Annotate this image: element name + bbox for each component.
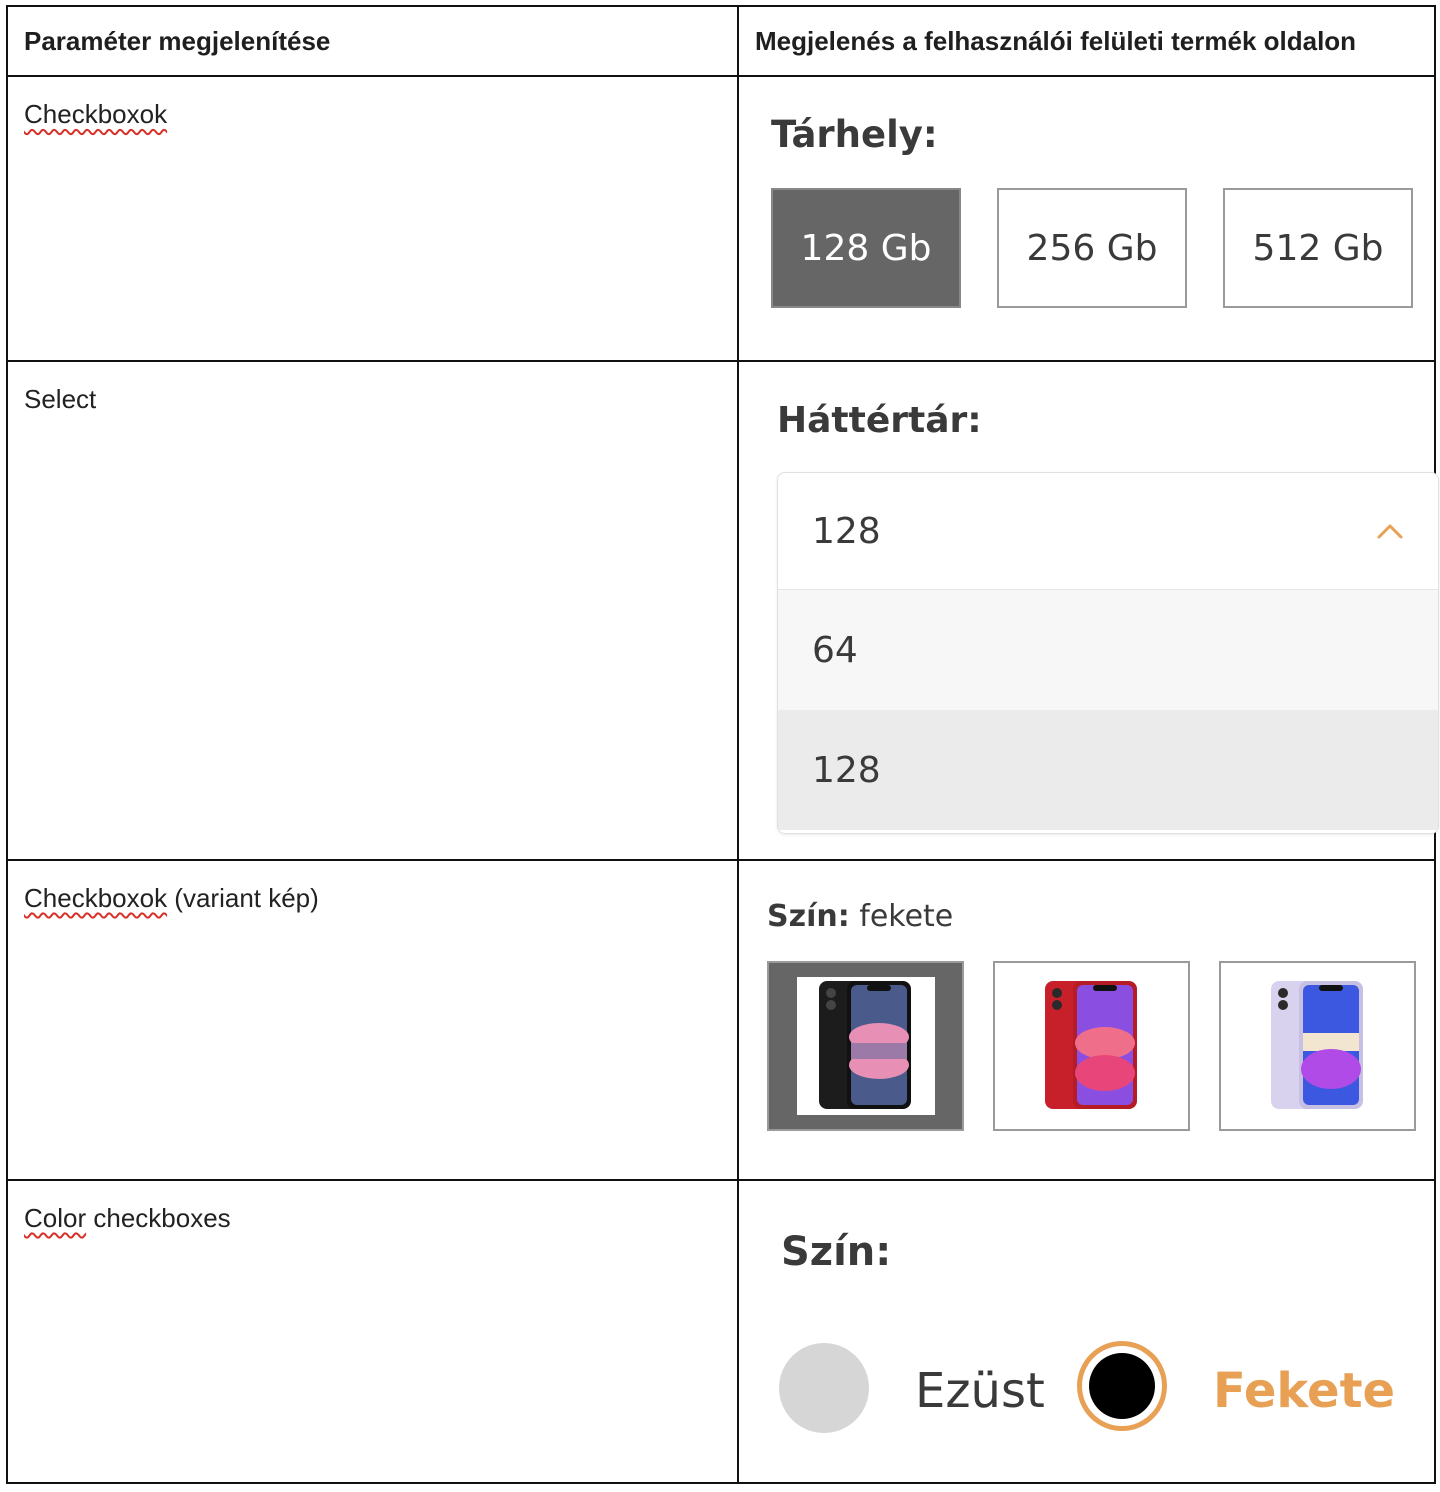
storage-select-dropdown[interactable] — [777, 472, 1439, 834]
storage-title: Tárhely: — [771, 113, 938, 157]
row-variant-preview-cell — [738, 860, 1435, 1180]
variant-option-red[interactable] — [993, 961, 1190, 1131]
color-swatch-black-selected[interactable] — [1077, 1341, 1167, 1431]
variant-title — [767, 899, 953, 934]
chevron-up-icon — [1376, 522, 1404, 540]
color-label-black[interactable]: Fekete — [1213, 1362, 1396, 1419]
color-label-silver[interactable]: Ezüst — [915, 1362, 1045, 1419]
row-label-suffix: (variant kép) — [167, 882, 319, 913]
row-select-preview-cell — [738, 361, 1435, 859]
row-label: Checkboxok — [24, 882, 168, 913]
variant-label: Szín: — [767, 898, 850, 934]
row-variant-label-cell — [7, 860, 738, 1180]
row-label: Color — [24, 1202, 87, 1233]
variant-value: fekete — [849, 898, 954, 934]
storage-option-512[interactable]: 512 Gb — [1223, 188, 1413, 308]
row-label: Select — [24, 384, 97, 415]
select-option-64[interactable]: 64 — [778, 590, 1438, 710]
color-title: Szín: — [781, 1228, 892, 1275]
red-iphone-image — [1023, 977, 1161, 1115]
select-current-text: 128 — [812, 510, 881, 552]
select-option-128[interactable]: 128 — [778, 710, 1438, 830]
variant-option-purple[interactable] — [1219, 961, 1416, 1131]
storage-option-128[interactable]: 128 Gb — [771, 188, 961, 308]
select-current-value[interactable] — [778, 473, 1438, 590]
header-frontend-appearance: Megjelenés a felhasználói felületi termék oldalon — [738, 6, 1435, 76]
variant-option-black[interactable] — [767, 961, 964, 1131]
row-color-preview-cell — [738, 1180, 1435, 1483]
row-label-suffix: checkboxes — [86, 1202, 231, 1233]
row-checkboxok-preview-cell — [738, 76, 1435, 361]
parameter-display-table — [6, 5, 1436, 1484]
row-label: Checkboxok — [24, 99, 168, 130]
select-title: Háttértár: — [777, 400, 982, 442]
row-select-label-cell — [7, 361, 738, 859]
storage-option-256[interactable]: 256 Gb — [997, 188, 1187, 308]
black-iphone-image — [797, 977, 935, 1115]
color-swatch-black-fill — [1089, 1353, 1155, 1419]
row-checkboxok-label-cell — [7, 76, 738, 361]
purple-iphone-image — [1249, 977, 1387, 1115]
header-parameter-display: Paraméter megjelenítése — [7, 6, 738, 76]
row-color-label-cell — [7, 1180, 738, 1483]
color-swatch-silver[interactable] — [779, 1343, 869, 1433]
